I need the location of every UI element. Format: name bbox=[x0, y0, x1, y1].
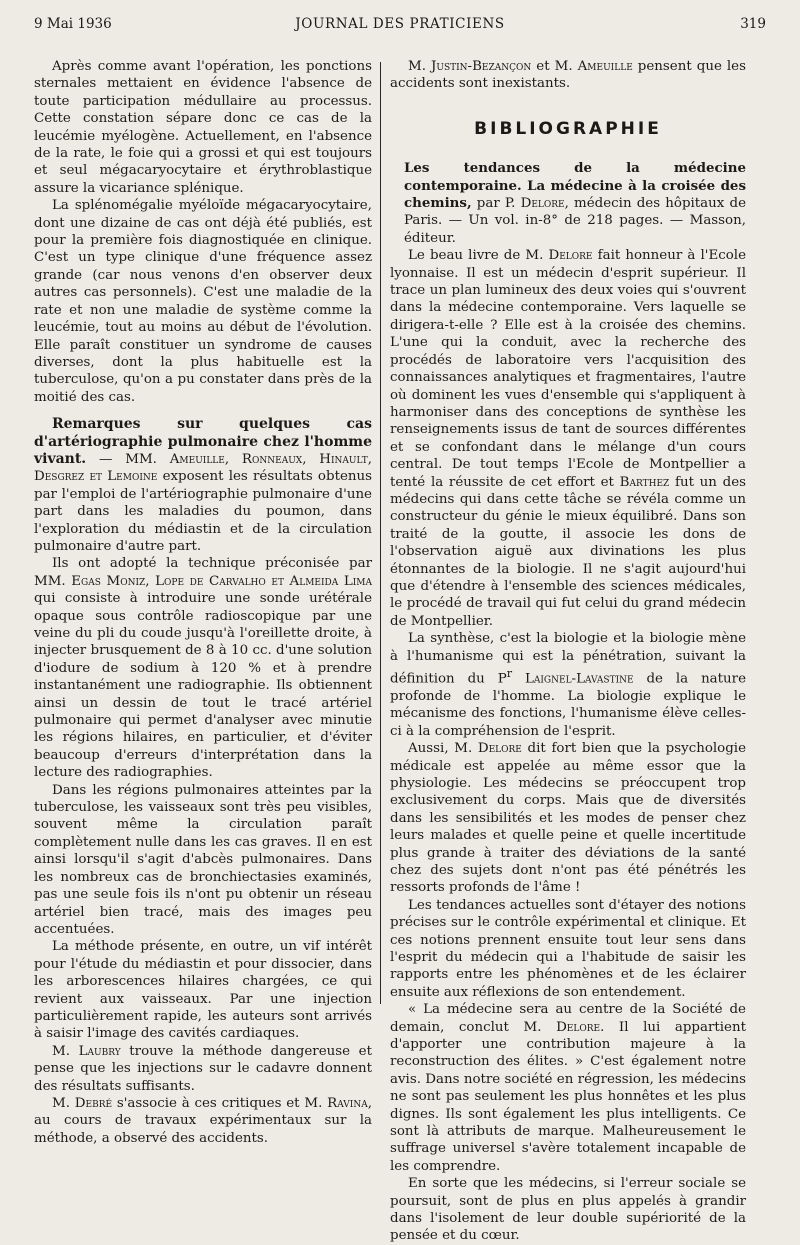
paragraph bbox=[390, 247, 746, 630]
superscript: r bbox=[506, 667, 513, 680]
author-name: Ravina bbox=[327, 1095, 368, 1111]
text-run: M. bbox=[408, 59, 431, 74]
paragraph bbox=[34, 555, 372, 781]
author-names: Egas Moniz, Lope de Carvalho et Almeida Lima bbox=[71, 573, 372, 589]
text-run: , au cours de travaux expérimentaux sur la méthode, a observé des accidents. bbox=[34, 1095, 372, 1146]
left-column bbox=[34, 58, 372, 1147]
paragraph bbox=[390, 58, 746, 93]
paragraph bbox=[390, 630, 746, 740]
book-title: Les tendances de la médecine contemporaine. La médecine à la croisée des chemins, bbox=[404, 160, 746, 212]
author-name: Laubry bbox=[78, 1043, 121, 1059]
paragraph bbox=[390, 1001, 746, 1175]
text-run: fait honneur à l'Ecole lyonnaise. Il est un médecin d'esprit supérieur. Il trace un plan lumineux des deux voies qui s'ouvrent dans la médecine contemporaine. Vers laquelle se dirigera-t-elle ? Elle est à la croisée des chemins. L'une qui la conduit, avec la recherche des procédés de laboratoire vers l'acquisition des connaissances analytiques et fragmentaires, l'autre où dominent les vues d'ensemble qui s'appliquent à harmoniser dans des conceptions de synthèse les renseignements issus de tant de sources différentes et se confondant dans le mélange d'un cours central. De tout temps l'Ecole de Montpellier a tenté la réussite de cet effort et bbox=[390, 248, 746, 490]
text-run: Ils ont adopté la technique préconisée par MM. bbox=[34, 556, 372, 589]
author-name: Delore bbox=[477, 741, 522, 757]
issue-date: 9 Mai 1936 bbox=[34, 16, 112, 32]
text-run: Aussi, M. bbox=[408, 741, 478, 757]
text-run: « La médecine sera au centre de la Société de demain, conclut M. bbox=[390, 1002, 746, 1035]
text-run: s'associe à ces critiques et M. bbox=[112, 1095, 328, 1111]
text-run: qui consiste à introduire une sonde urétérale opaque sous contrôle radioscopique par une veine du pli du coude jusqu'à l'oreillette droite, à injecter brusquement de 8 à 10 cc. d'une solution d'iodure de sodium à 120 % et à prendre instantanément une radiographie. Ils obtiennent ainsi un dessin de tout le tracé artériel pulmonaire qui permet d'analyser avec minutie les régions hilaires, en particulier, et d'éviter beaucoup d'erreurs d'interprétation dans la lecture des radiographies. bbox=[34, 591, 372, 781]
author-name: Barthez bbox=[619, 474, 670, 490]
author-name: Delore bbox=[548, 248, 593, 264]
author-name: Laignel-Lavastine bbox=[524, 671, 634, 687]
section-heading: Remarques sur quelques cas d'artériographie pulmonaire chez l'homme vivant. bbox=[34, 416, 372, 467]
text-run: pensent que les accidents sont inexistants. bbox=[390, 59, 746, 92]
paragraph: La splénomégalie myéloïde mégacaryocytaire, dont une dizaine de cas ont déjà été publiés, est pour la première fois diagnostiquée en clinique. C'est un type clinique d'une fréquence assez grande (car nous venons d'en observer deux autres cas personnels). C'est une maladie de la rate et non une maladie de système comme la leucémie, tout au moins au début de l'évolution. Elle paraît constituer un syndrome de causes diverses, dont la plus habituelle est la tuberculose, qu'on a pu constater dans près de la moitié des cas. bbox=[34, 198, 372, 405]
text-run: trouve la méthode dangereuse et pense que les injections sur le cadavre donnent des résultats suffisants. bbox=[34, 1043, 372, 1094]
running-head bbox=[34, 14, 766, 36]
book-reference bbox=[390, 160, 746, 247]
text-run: — MM. bbox=[86, 451, 170, 467]
page-number: 319 bbox=[740, 16, 766, 32]
paragraph bbox=[390, 740, 746, 897]
text-run: M. bbox=[52, 1095, 75, 1111]
paragraph: Les tendances actuelles sont d'étayer des notions précises sur le contrôle expérimental et clinique. Et ces notions prennent ensuite tout leur sens dans l'esprit du médecin qui a l'habitude de saisir les rapports entre les phénomènes et de les éclairer ensuite aux réflexions de son entendement. bbox=[390, 897, 746, 1000]
text-run: et M. bbox=[531, 59, 578, 74]
right-column bbox=[390, 58, 746, 1245]
paragraph: Dans les régions pulmonaires atteintes par la tuberculose, les vaisseaux sont très peu visibles, souvent même la circulation paraît complètement nulle dans les cas graves. Il en est ainsi lorsqu'il s'agit d'abcès pulmonaires. Dans les nombreux cas de bronchiectasies examinés, pas une seule fois ils n'ont pu obtenir un réseau artériel bien tracé, mais des images peu accentuées. bbox=[34, 782, 372, 937]
paragraph: La méthode présente, en outre, un vif intérêt pour l'étude du médiastin et pour dissocier, dans les arborescences hilaires chargées, ce qui revient aux vaisseaux. Par une injection particulièrement rapide, les auteurs sont arrivés à saisir l'image des cavités cardiaques. bbox=[34, 939, 372, 1042]
text-run: . Il lui appartient d'apporter une contribution majeure à la reconstruction des élites. » C'est également notre avis. Dans notre société en régression, les médecins ne sont pas seulement les plus honnêtes et les plus dignes. Ils sont également les plus intelligents. Ce sont là attributs de marque. Malheureusement le suffrage universel s'avère totalement incapable de les comprendre. bbox=[390, 1019, 746, 1174]
text-run: Le beau livre de M. bbox=[408, 248, 549, 264]
author-name: Delore bbox=[556, 1019, 601, 1035]
author-name: Debré bbox=[74, 1095, 113, 1111]
text-run: dit fort bien que la psychologie médicale est appelée au même essor que la physiologie. Les médecins se préoccupent trop exclusivement du corps. Mais que de diversités dans les sensibilités et les modes de penser chez leurs malades et quelle peine et quelle incertitude plus grande à traiter des déviations de la santé chez des sujets dont n'ont pas été pénétrés les ressorts profonds de l'âme ! bbox=[390, 741, 746, 896]
text-run: par P. bbox=[471, 196, 521, 212]
bibliography-title: BIBLIOGRAPHIE bbox=[474, 118, 662, 139]
text-run: La synthèse, c'est la biologie et la biologie mène à l'humanisme qui est la pénétration, suivant la définition du P bbox=[390, 631, 746, 687]
journal-title: JOURNAL DES PRATICIENS bbox=[295, 16, 505, 32]
paragraph: Après comme avant l'opération, les ponctions sternales mettaient en évidence l'absence de toute participation médullaire au processus. Cette constation sépare donc ce cas de la leucémie myélogène. Actuellement, en l'absence de la rate, le foie qui a grossi et qui est toujours et seul mégacaryocytaire et érythroblastique assure la vicariance splénique. bbox=[34, 59, 372, 196]
column-divider bbox=[380, 62, 381, 1004]
author-name: Ameuille bbox=[577, 59, 633, 74]
text-run: de la nature profonde de l'homme. La biologie explique le mécanisme des fonctions, l'humanisme élève celles-ci à la compréhension de l'esprit. bbox=[390, 671, 747, 739]
text-run: fut un des médecins qui dans cette tâche se révéla comme un constructeur du génie le mieux équilibré. Dans son traité de la goutte, il associe les dons de l'observation aiguë aux divinations les plus étonnantes de la biologie. Il ne s'agit aujourd'hui que d'étendre à l'ensemble des sciences médicales, le procédé de travail qui fut celui du grand médecin de Montpellier. bbox=[390, 474, 746, 629]
communication-paragraph bbox=[34, 416, 372, 555]
author-names: Ameuille, Ronneaux, Hinault, Desgrez et Lemoine bbox=[34, 451, 372, 485]
text-run: exposent les résultats obtenus par l'emploi de l'artériographie pulmonaire d'une part dans les maladies du poumon, dans l'exploration du médiastin et de la circulation pulmonaire d'autre part. bbox=[34, 469, 372, 554]
author-name: Delore bbox=[520, 196, 565, 212]
paragraph bbox=[34, 1095, 372, 1147]
text-run: , médecin des hôpitaux de Paris. — Un vol. in-8° de 218 pages. — Masson, éditeur. bbox=[404, 196, 746, 246]
author-name: Justin-Bezançon bbox=[431, 59, 532, 74]
paragraph bbox=[34, 1043, 372, 1095]
text-run: M. bbox=[52, 1043, 79, 1059]
paragraph: En sorte que les médecins, si l'erreur sociale se poursuit, sont de plus en plus appelés à grandir dans l'isolement de leur double supériorité de la pensée et du cœur. bbox=[390, 1176, 746, 1244]
